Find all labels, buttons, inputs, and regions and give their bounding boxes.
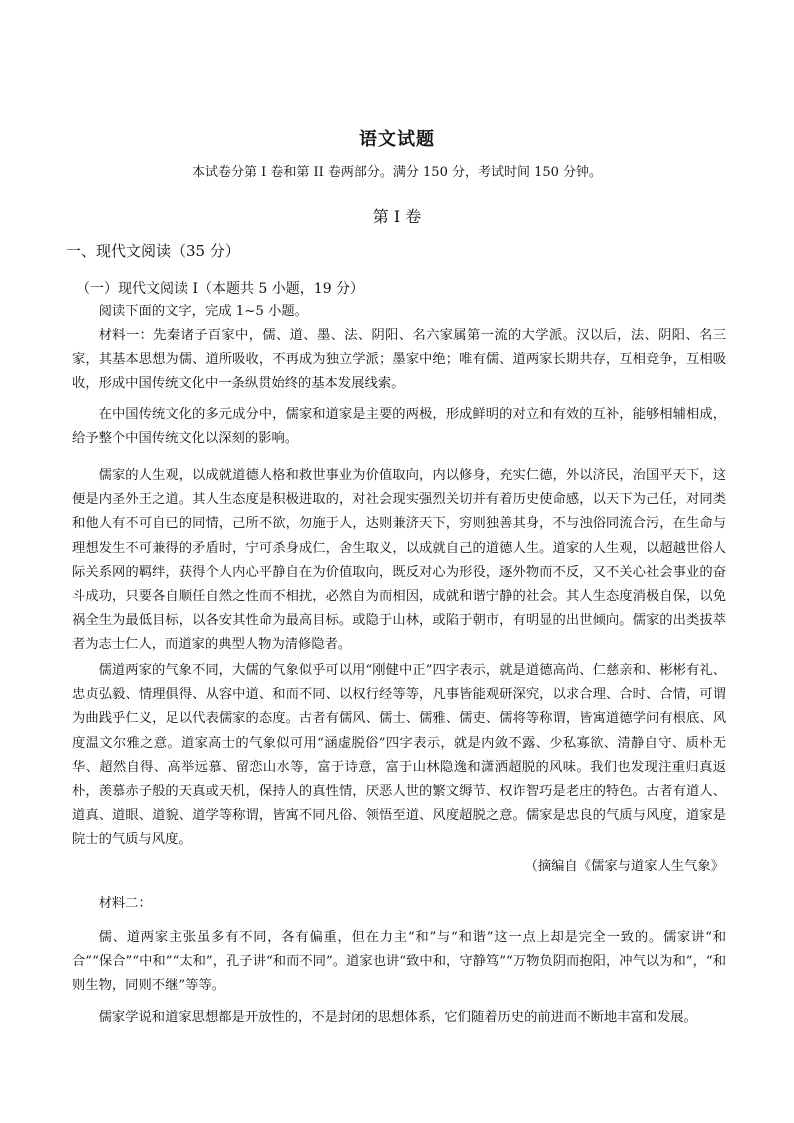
paragraph-1: 材料一：先秦诸子百家中，儒、道、墨、法、阴阳、名六家属第一流的大学派。汉以后，法、阴阳、名三家，其基本思想为儒、道所吸收，不再成为独立学派；墨家中绝；唯有儒、道两家长期共存，互相竞争，互相吸收，形成中国传统文化中一条纵贯始终的基本发展线索。 [72,328,726,392]
section-heading: 一、现代文阅读（35 分） [66,242,240,260]
paragraph-6: 儒、道两家主张虽多有不同，各有偏重，但在力主“和”与“和谐”这一点上却是完全一致的。儒家讲“和合”“保合”“中和”“太和”，孔子讲“和而不同”。道家也讲“致中和，守静笃”“万物负阴而抱阳，冲气以为和”，“和则生物，同则不继”等等。 [72,930,726,994]
paragraph-5: 材料二： [98,896,152,911]
page-title: 语文试题 [359,129,435,150]
exam-intro: 本试卷分第 I 卷和第 II 卷两部分。满分 150 分，考试时间 150 分钟。 [191,165,603,180]
paragraph-7: 儒家学说和道家思想都是开放性的，不是封闭的思想体系，它们随着历史的前进而不断地丰富和发展。 [98,1010,697,1025]
instruction-text: 阅读下面的文字，完成 1~5 小题。 [98,304,308,319]
paragraph-4: 儒道两家的气象不同，大儒的气象似乎可以用“刚健中正”四字表示，就是道德高尚、仁慈亲和、彬彬有礼、忠贞弘毅、情理俱得、从容中道、和而不同、以权行经等等，凡事皆能观研深究，以求合理、合时、合情，可谓为曲践乎仁义，足以代表儒家的态度。古者有儒风、儒士、儒雅、儒吏、儒将等称谓，皆寓道德学问有根底、风度温文尔雅之意。道家高士的气象似可用“涵虚脱俗”四字表示，就是内敛不露、少私寡欲、清静自守、质朴无华、超然自得、高举远慕、留恋山水等，富于诗意，富于山林隐逸和潇洒超脱的风味。我们也发现注重归真返朴，羡慕赤子般的天真或天机，保持人的真性情，厌恶人世的繁文缛节、权诈智巧是老庄的特色。古者有道人、道真、道眼、道貌、道学等称谓，皆寓不同凡俗、领悟至道、风度超脱之意。儒家是忠良的气质与风度，道家是院士的气质与风度。 [72,663,726,848]
paragraph-2: 在中国传统文化的多元成分中，儒家和道家是主要的两极，形成鲜明的对立和有效的互补，能够相辅相成，给予整个中国传统文化以深刻的影响。 [72,407,726,447]
paragraph-3: 儒家的人生观，以成就道德人格和救世事业为价值取向，内以修身，充实仁德，外以济民，治国平天下，这便是内圣外王之道。其人生态度是积极进取的，对社会现实强烈关切并有着历史使命感，以天下为己任，对同类和他人有不可自已的同情，己所不欲，勿施于人，达则兼济天下，穷则独善其身，不与浊俗同流合污，在生命与理想发生不可兼得的矛盾时，宁可杀身成仁，舍生取义，以成就自己的道德人生。道家的人生观，以超越世俗人际关系网的羁绊，获得个人内心平静自在为价值取向，既反对心为形役，逐外物而不反，又不关心社会事业的奋斗成功，只要各自顺任自然之性而不相扰，必然自为而相因，成就和谐宁静的社会。其人生态度消极自保，以免祸全生为最低目标，以各安其性命为最高目标。或隐于山林，或陷于朝市，有明显的出世倾向。儒家的出类拔萃者为志士仁人，而道家的典型人物为清修隐者。 [72,468,726,653]
subsection-heading: （一）现代文阅读 I（本题共 5 小题，19 分） [76,281,365,297]
volume-heading: 第 I 卷 [372,207,422,226]
source-citation: （摘编自《儒家与道家人生气象》 [524,859,724,874]
